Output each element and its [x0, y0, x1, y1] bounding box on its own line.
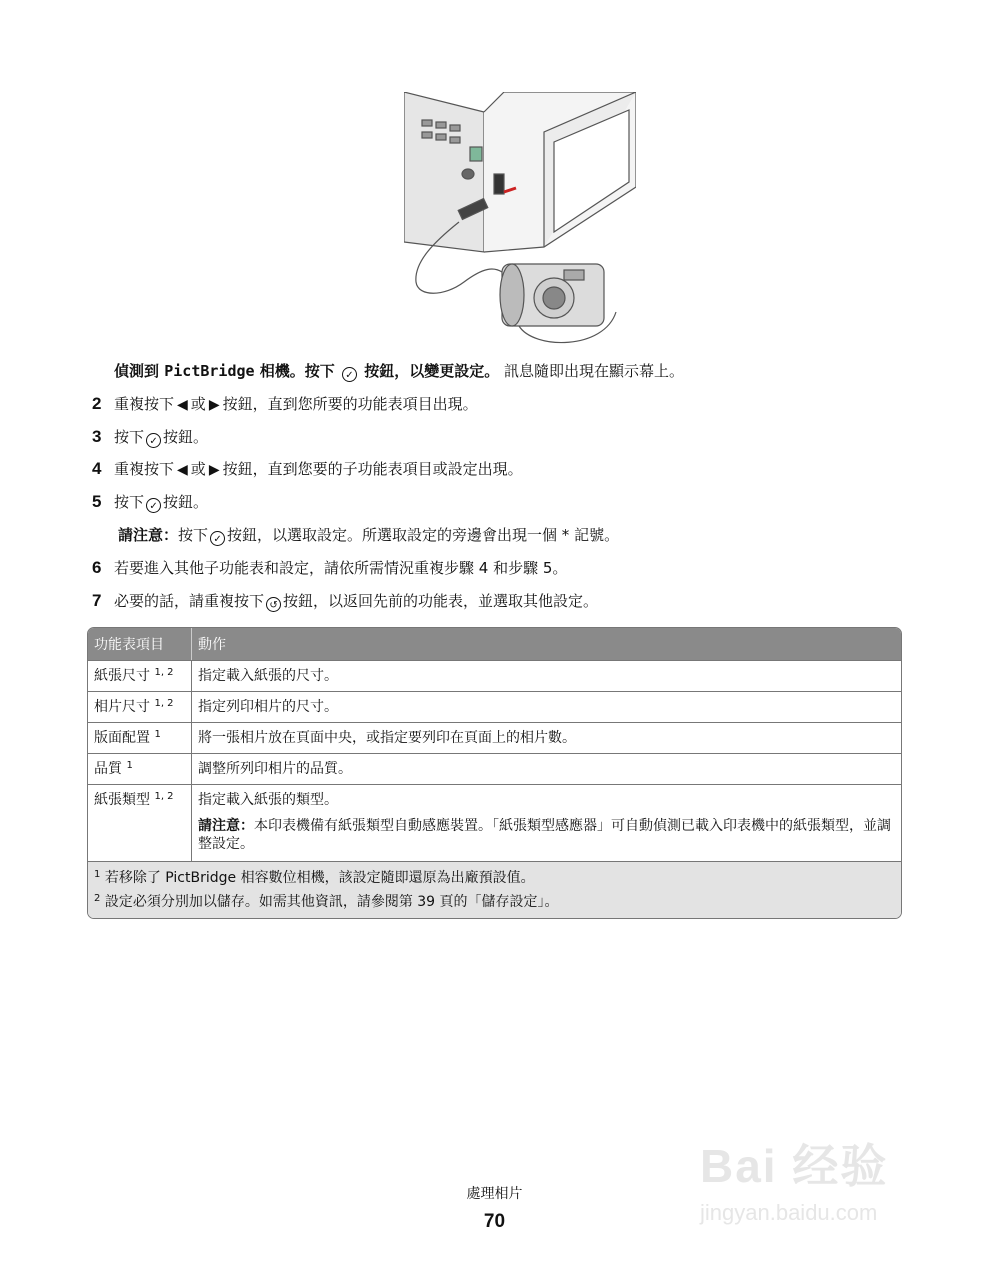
footnotes-cell [88, 861, 901, 918]
step-5-note [118, 525, 619, 546]
watermark-url: jingyan.baidu.com [700, 1200, 878, 1225]
step-4 [92, 459, 523, 480]
footer-section-title: 處理相片 [466, 1186, 523, 1202]
action-cell: 將一張相片放在頁面中央，或指定要列印在頁面上的相片數。 [192, 722, 901, 753]
step-text: 必要的話，請重複按下 [114, 592, 265, 610]
intro-suffix-bold: 按鈕，以變更設定。 [359, 362, 500, 380]
menu-item-cell [88, 660, 192, 691]
step-text: 或 [190, 460, 206, 478]
step-number: 7 [92, 591, 102, 610]
table-row [88, 753, 901, 784]
step-text: 或 [190, 395, 206, 413]
action-cell [192, 784, 901, 861]
note-label: 請注意： [118, 526, 179, 544]
step-7 [92, 591, 598, 612]
step-5 [92, 492, 208, 513]
footnote-2 [94, 893, 895, 911]
menu-item-cell [88, 784, 192, 861]
footnote-marker: 2 [94, 893, 101, 904]
step-number: 6 [92, 558, 102, 577]
baidu-watermark [700, 1130, 940, 1240]
action-cell: 指定載入紙張的尺寸。 [192, 660, 901, 691]
menu-table [87, 627, 902, 919]
step-number: 5 [92, 492, 102, 511]
step-number: 4 [92, 459, 102, 478]
intro-prefix: 偵測到 [114, 362, 165, 380]
table-row [88, 722, 901, 753]
step-text: 按鈕，直到您要的子功能表項目或設定出現。 [222, 460, 523, 478]
select-icon: ✓ [146, 498, 161, 513]
action-cell: 指定列印相片的尺寸。 [192, 691, 901, 722]
table-header-row [88, 628, 901, 660]
note-text: 按鈕，以選取設定。所選取設定的旁邊會出現一個 * 記號。 [227, 526, 620, 544]
menu-item-cell [88, 722, 192, 753]
step-6 [92, 558, 567, 578]
footnote-ref: 1, 2 [154, 667, 174, 678]
intro-middle: 相機。按下 [254, 362, 340, 380]
step-text: 按鈕，以返回先前的功能表，並選取其他設定。 [283, 592, 599, 610]
menu-item-name: 版面配置 [94, 730, 150, 746]
footnote-ref: 1 [126, 760, 133, 771]
footnote-marker: 1 [94, 869, 101, 880]
footnote-text: 若移除了 PictBridge 相容數位相機，該設定隨即還原為出廠預設值。 [104, 870, 535, 886]
note-label: 請注意： [198, 818, 254, 834]
printer-camera-illustration [404, 92, 636, 350]
step-text: 按鈕。 [163, 493, 209, 511]
step-3 [92, 427, 208, 448]
table-footnotes-row [88, 861, 901, 918]
step-text: 按下 [114, 493, 145, 511]
step-number: 3 [92, 427, 102, 446]
step-text: 按下 [114, 428, 145, 446]
note-text: 本印表機備有紙張類型自動感應裝置。「紙張類型感應器」可自動偵測已載入印表機中的紙張類型，並調整設定。 [198, 818, 891, 852]
footnote-text: 設定必須分別加以儲存。如需其他資訊，請參閱第 39 頁的「儲存設定」。 [104, 894, 559, 910]
select-icon: ✓ [342, 367, 357, 382]
step-number: 2 [92, 394, 102, 413]
intro-code: PictBridge [164, 362, 255, 380]
action-text: 指定載入紙張的類型。 [198, 792, 338, 808]
step-text: 重複按下 [114, 460, 175, 478]
table-row [88, 784, 901, 861]
right-arrow-icon: ▶ [208, 397, 220, 413]
column-header: 動作 [192, 628, 901, 660]
step-text: 按鈕，直到您所要的功能表項目出現。 [222, 395, 478, 413]
intro-suffix: 訊息隨即出現在顯示幕上。 [499, 362, 685, 380]
left-arrow-icon: ◀ [177, 462, 188, 478]
footnote-ref: 1 [154, 729, 161, 740]
note-text: 按下 [178, 526, 209, 544]
watermark-brand: Bai 经验 [700, 1140, 889, 1192]
menu-item-name: 紙張類型 [94, 792, 150, 808]
menu-item-name: 相片尺寸 [94, 699, 150, 715]
table-row [88, 691, 901, 722]
left-arrow-icon: ◀ [177, 397, 188, 413]
footnote-ref: 1, 2 [154, 698, 174, 709]
menu-item-cell [88, 691, 192, 722]
action-cell: 調整所列印相片的品質。 [192, 753, 901, 784]
table-row [88, 660, 901, 691]
menu-item-name: 紙張尺寸 [94, 668, 150, 684]
action-note [198, 817, 895, 853]
footnote-ref: 1, 2 [154, 791, 174, 802]
right-arrow-icon: ▶ [208, 462, 220, 478]
select-icon: ✓ [146, 433, 161, 448]
intro-message [114, 361, 684, 382]
select-icon: ✓ [210, 531, 225, 546]
step-text: 重複按下 [114, 395, 175, 413]
menu-item-name: 品質 [94, 761, 122, 777]
page-number: 70 [483, 1211, 506, 1232]
step-text: 按鈕。 [163, 428, 209, 446]
column-header: 功能表項目 [88, 628, 192, 660]
menu-item-cell [88, 753, 192, 784]
step-2 [92, 394, 478, 415]
back-icon: ↺ [266, 597, 281, 612]
step-text: 若要進入其他子功能表和設定，請依所需情況重複步驟 4 和步驟 5。 [114, 559, 568, 577]
footnote-1 [94, 869, 895, 887]
